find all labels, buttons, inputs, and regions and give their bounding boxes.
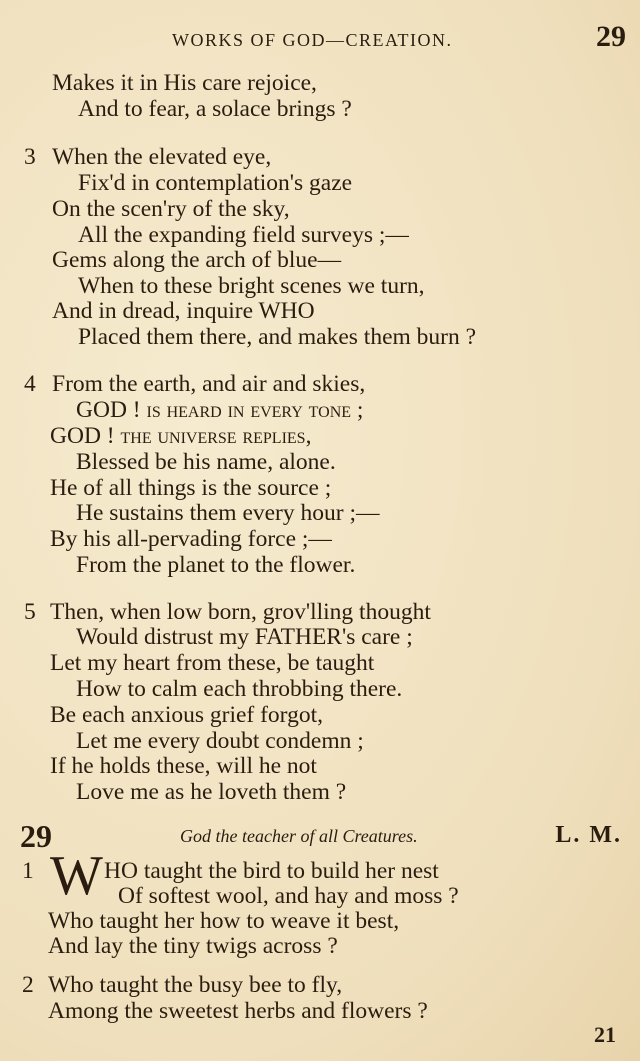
verse-line: And lay the tiny twigs across ? [48, 933, 338, 959]
running-head: WORKS OF GOD—CREATION. [172, 30, 453, 50]
verse-line: Love me as he loveth them ? [76, 779, 347, 805]
verse-line: When the elevated eye, [52, 144, 272, 170]
verse-line: He sustains them every hour ;— [76, 500, 380, 526]
verse-line: He of all things is the source ; [50, 475, 332, 501]
verse-line: Would distrust my FATHER's care ; [76, 624, 413, 650]
verse-line: Let my heart from these, be taught [50, 650, 375, 676]
hymn-meter: L. M. [555, 822, 622, 848]
verse-line: How to calm each throbbing there. [76, 676, 403, 702]
verse-line: Among the sweetest herbs and flowers ? [48, 998, 428, 1024]
stanza-number: 3 [24, 144, 36, 170]
verse-line: Who taught the busy bee to fly, [48, 972, 343, 998]
verse-line: GOD ! the universe replies, [50, 423, 312, 449]
verse-line: From the planet to the flower. [76, 552, 356, 578]
page-header [0, 22, 640, 56]
verse-line: On the scen'ry of the sky, [52, 196, 290, 222]
stanza-number: 5 [24, 599, 36, 625]
verse-line: Makes it in His care rejoice, [52, 70, 317, 96]
stanza-number: 1 [22, 858, 34, 884]
hymn-title: God the teacher of all Creatures. [180, 826, 418, 846]
verse-line: Gems along the arch of blue— [52, 247, 342, 273]
hymn-number: 29 [20, 818, 52, 854]
stanza-number: 2 [22, 972, 34, 998]
verse-line: Then, when low born, grov'lling thought [50, 599, 431, 625]
verse-line: By his all-pervading force ;— [50, 526, 332, 552]
verse-line: All the expanding field surveys ;— [78, 222, 409, 248]
verse-line: From the earth, and air and skies, [52, 371, 366, 397]
verse-line: Blessed be his name, alone. [76, 449, 336, 475]
verse-line: When to these bright scenes we turn, [78, 273, 425, 299]
verse-line: Who taught her how to weave it best, [48, 908, 400, 934]
verse-line: Be each anxious grief forgot, [50, 702, 323, 728]
verse-line: HO taught the bird to build her nest [104, 858, 439, 884]
verse-line: GOD ! is heard in every tone ; [76, 397, 364, 423]
verse-line: And to fear, a solace brings ? [78, 96, 352, 122]
stanza-number: 4 [24, 371, 36, 397]
page-number: 29 [596, 20, 626, 53]
verse-line: And in dread, inquire WHO [52, 298, 315, 324]
verse-line: Fix'd in contemplation's gaze [78, 170, 353, 196]
signature-number: 21 [594, 1022, 616, 1047]
verse-line: Placed them there, and makes them burn ? [78, 324, 477, 350]
drop-cap: W [50, 845, 103, 907]
verse-line: Let me every doubt condemn ; [76, 728, 364, 754]
verse-line: Of softest wool, and hay and moss ? [118, 883, 459, 909]
verse-line: If he holds these, will he not [50, 753, 317, 779]
